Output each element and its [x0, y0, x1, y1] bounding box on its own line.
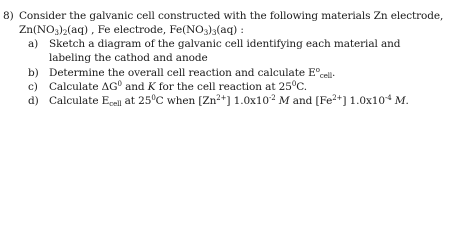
part-a-text-line-1: Sketch a diagram of the galvanic cell identifying each material and [49, 38, 401, 50]
part-a-label: a) [28, 38, 39, 50]
part-b-text: Determine the overall cell reaction and calculate $E^o_{cell}$. [49, 66, 336, 80]
question-number: 8) [3, 10, 14, 22]
part-d-label: d) [28, 95, 39, 107]
part-b-label: b) [28, 67, 39, 79]
part-a-text-line-2: labeling the cathod and anode [49, 52, 208, 64]
question-stem-line-2: $Zn(NO_3)_2(aq)$ , Fe electrode, $Fe(NO_3)_3(aq)$ : [19, 24, 244, 37]
question-stem-line-1: Consider the galvanic cell constructed with the following materials Zn electrode, [19, 10, 444, 22]
part-c-text: Calculate $\Delta G^0$ and K for the cell reaction at $25^0C$. [49, 80, 308, 93]
part-c-label: c) [28, 81, 38, 93]
part-d-text: Calculate $E_{cell}$ at $25^0C$ when $[Zn^{2+}]$ $1.0x10^{-2}$ M and $[Fe^{2+}]$ $1.0x10^{-4}$ M. [49, 94, 409, 108]
